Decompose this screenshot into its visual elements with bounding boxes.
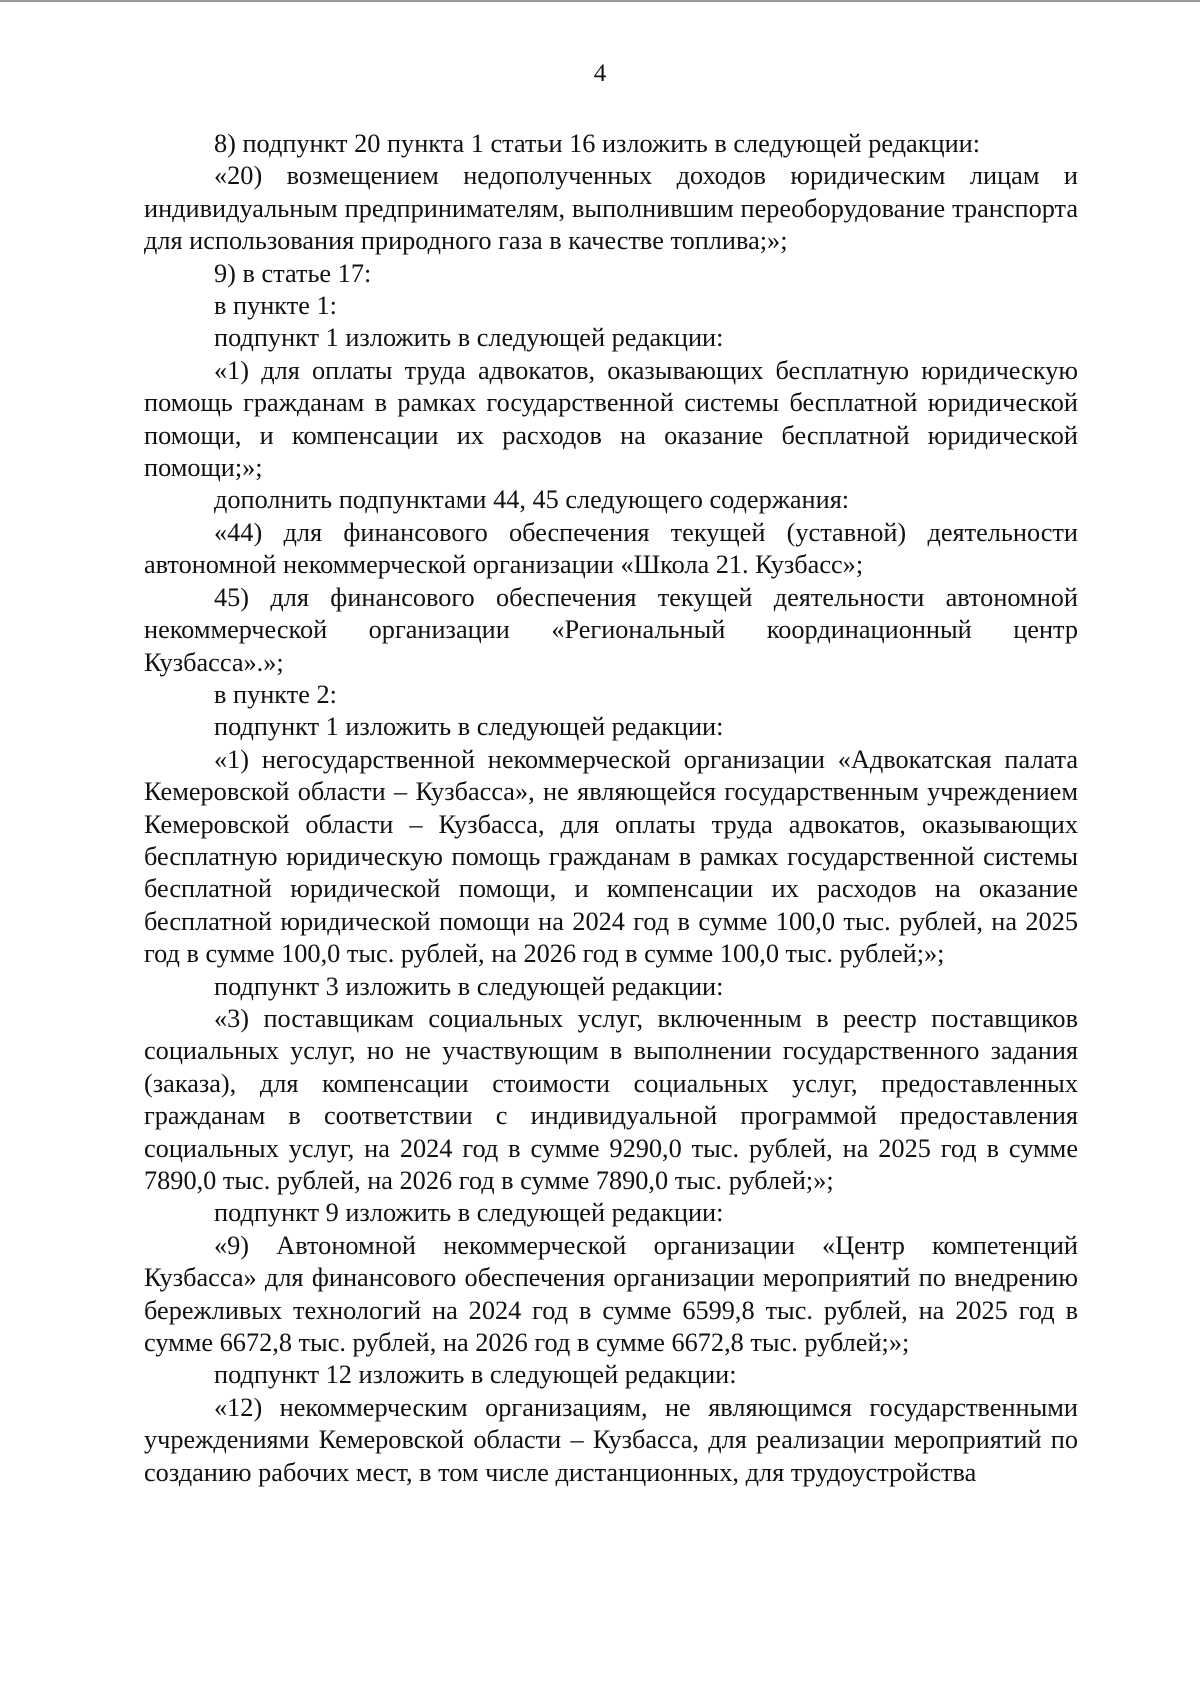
paragraph: «9) Автономной некоммерческой организации «Центр компетенций Кузбасса» для финансового обеспечения организации мероприятий по внедрению бережливых технологий на 2024 год в сумме 6599,8 тыс. рублей, на 2025 год в сумме 6672,8 тыс. рублей, на 2026 год в сумме 6672,8 тыс. рублей;»; <box>144 1230 1078 1358</box>
paragraph: в пункте 2: <box>214 679 337 709</box>
paragraph: в пункте 1: <box>214 291 337 321</box>
paragraph: 45) для финансового обеспечения текущей деятельности автономной некоммерческой организации «Региональный координационный центр Кузбасса».»; <box>144 582 1078 677</box>
paragraph: подпункт 1 изложить в следующей редакции: <box>214 712 724 742</box>
paragraph: дополнить подпунктами 44, 45 следующего содержания: <box>214 485 850 515</box>
paragraph: 8) подпункт 20 пункта 1 статьи 16 изложить в следующей редакции: <box>214 129 981 158</box>
document-body <box>144 128 1078 1489</box>
paragraph: «12) некоммерческим организациям, не являющимся государственными учреждениями Кемеровской области – Кузбасса, для реализации мероприятий по созданию рабочих мест, в том числе дистанционных, для трудоустройства <box>144 1392 1078 1487</box>
paragraph: подпункт 3 изложить в следующей редакции: <box>214 971 724 1001</box>
paragraph: «1) для оплаты труда адвокатов, оказывающих бесплатную юридическую помощь гражданам в рамках государственной системы бесплатной юридической помощи, и компенсации их расходов на оказание бесплатной юридической помощи;»; <box>144 355 1078 483</box>
paragraph: «44) для финансового обеспечения текущей (уставной) деятельности автономной некоммерческой организации «Школа 21. Кузбасс»; <box>144 517 1078 580</box>
paragraph: 9) в статье 17: <box>214 258 372 288</box>
paragraph: «3) поставщикам социальных услуг, включенным в реестр поставщиков социальных услуг, но не участвующим в выполнении государственного задания (заказа), для компенсации стоимости социальных услуг, предоставленных гражданам в соответствии с индивидуальной программой предоставления социальных услуг, на 2024 год в сумме 9290,0 тыс. рублей, на 2025 год в сумме 7890,0 тыс. рублей, на 2026 год в сумме 7890,0 тыс. рублей;»; <box>144 1003 1078 1195</box>
paragraph: «20) возмещением недополученных доходов юридическим лицам и индивидуальным предпринимателям, выполнившим переоборудование транспорта для использования природного газа в качестве топлива;»; <box>144 161 1078 256</box>
paragraph: подпункт 1 изложить в следующей редакции: <box>214 323 724 353</box>
paragraph: подпункт 9 изложить в следующей редакции: <box>214 1198 724 1228</box>
paragraph: «1) негосударственной некоммерческой организации «Адвокатская палата Кемеровской области – Кузбасса», не являющейся государственным учреждением Кемеровской области – Кузбасса, для оплаты труда адвокатов, оказывающих бесплатную юридическую помощь гражданам в рамках государственной системы бесплатной юридической помощи, и компенсации их расходов на оказание бесплатной юридической помощи на 2024 год в сумме 100,0 тыс. рублей, на 2025 год в сумме 100,0 тыс. рублей, на 2026 год в сумме 100,0 тыс. рублей;»; <box>144 744 1078 969</box>
paragraph: подпункт 12 изложить в следующей редакции: <box>214 1360 737 1390</box>
page-top-edge <box>0 0 1200 2</box>
page-number: 4 <box>593 60 607 87</box>
